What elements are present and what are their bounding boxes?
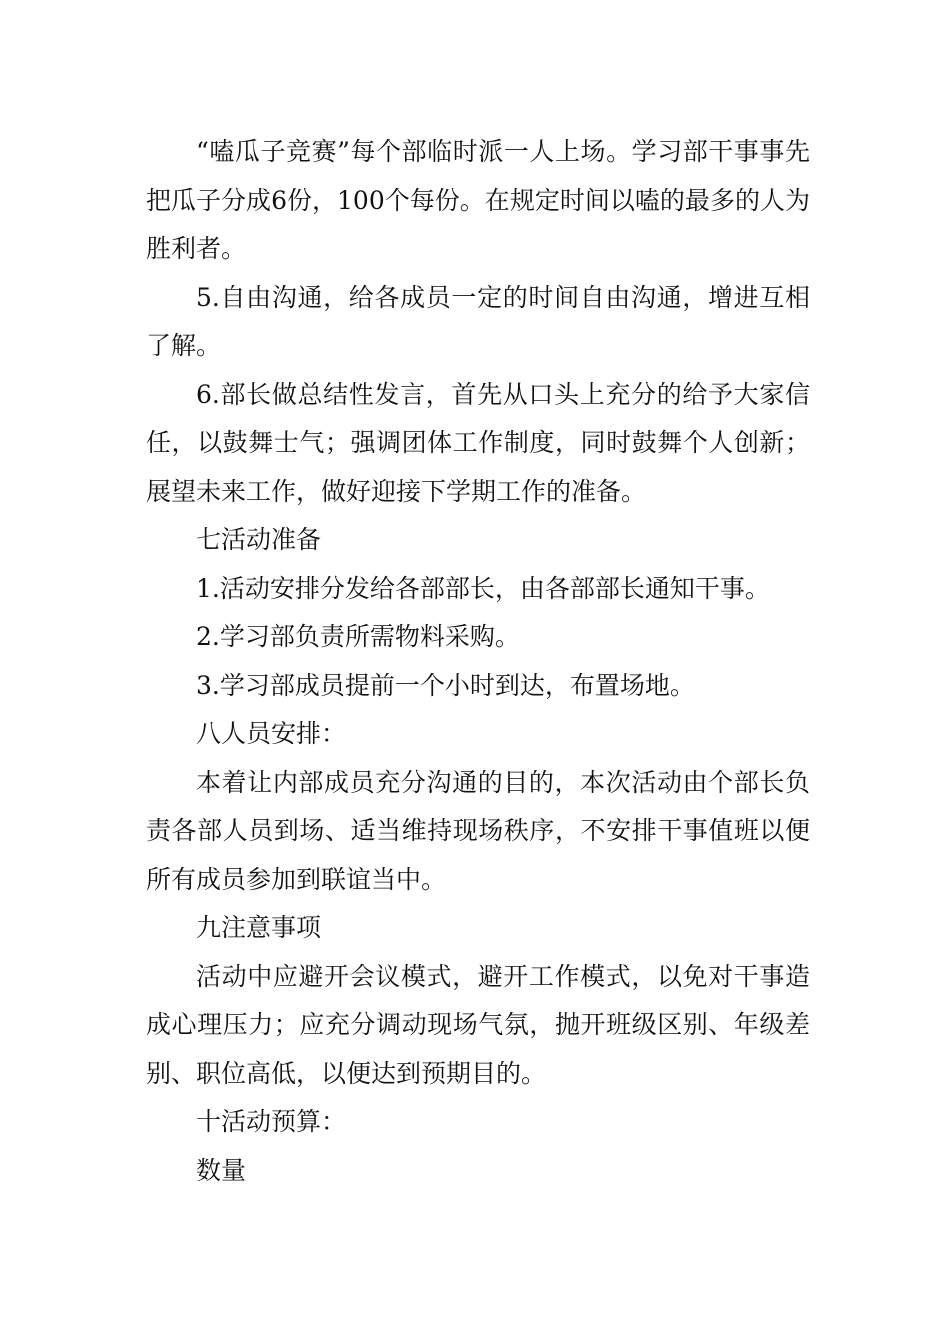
paragraph-notes: 活动中应避开会议模式，避开工作模式，以免对干事造成心理压力；应充分调动现场气氛，抛开班级区别、年级差别、职位高低，以便达到预期目的。 (146, 961, 810, 1088)
paragraph-staff-arrangement: 本着让内部成员充分沟通的目的，本次活动由个部长负责各部人员到场、适当维持现场秩序，不安排干事值班以便所有成员参加到联谊当中。 (146, 767, 810, 894)
heading-notes: 九注意事项 (196, 913, 322, 942)
paragraph-prep-item-2: 2.学习部负责所需物料采购。 (196, 622, 520, 651)
paragraph-free-communication: 5.自由沟通，给各成员一定的时间自由沟通，增进互相了解。 (146, 282, 810, 360)
paragraph-quantity: 数量 (196, 1155, 247, 1185)
paragraph-prep-item-3: 3.学习部成员提前一个小时到达，布置场地。 (196, 670, 695, 700)
heading-activity-budget: 十活动预算： (196, 1107, 347, 1136)
paragraph-prep-item-1: 1.活动安排分发给各部部长，由各部部长通知干事。 (196, 573, 770, 603)
paragraph-minister-summary: 6.部长做总结性发言，首先从口头上充分的给予大家信任，以鼓舞士气；强调团体工作制度，同时鼓舞个人创新；展望未来工作，做好迎接下学期工作的准备。 (146, 379, 810, 506)
heading-activity-preparation: 七活动准备 (196, 525, 322, 554)
heading-staff-arrangement: 八人员安排： (196, 719, 347, 748)
document-body (146, 128, 810, 1195)
paragraph-melon-seed-contest: “嗑瓜子竞赛”每个部临时派一人上场。学习部干事事先把瓜子分成6份，100个每份。在规定时间以嗑的最多的人为胜利者。 (146, 137, 810, 263)
